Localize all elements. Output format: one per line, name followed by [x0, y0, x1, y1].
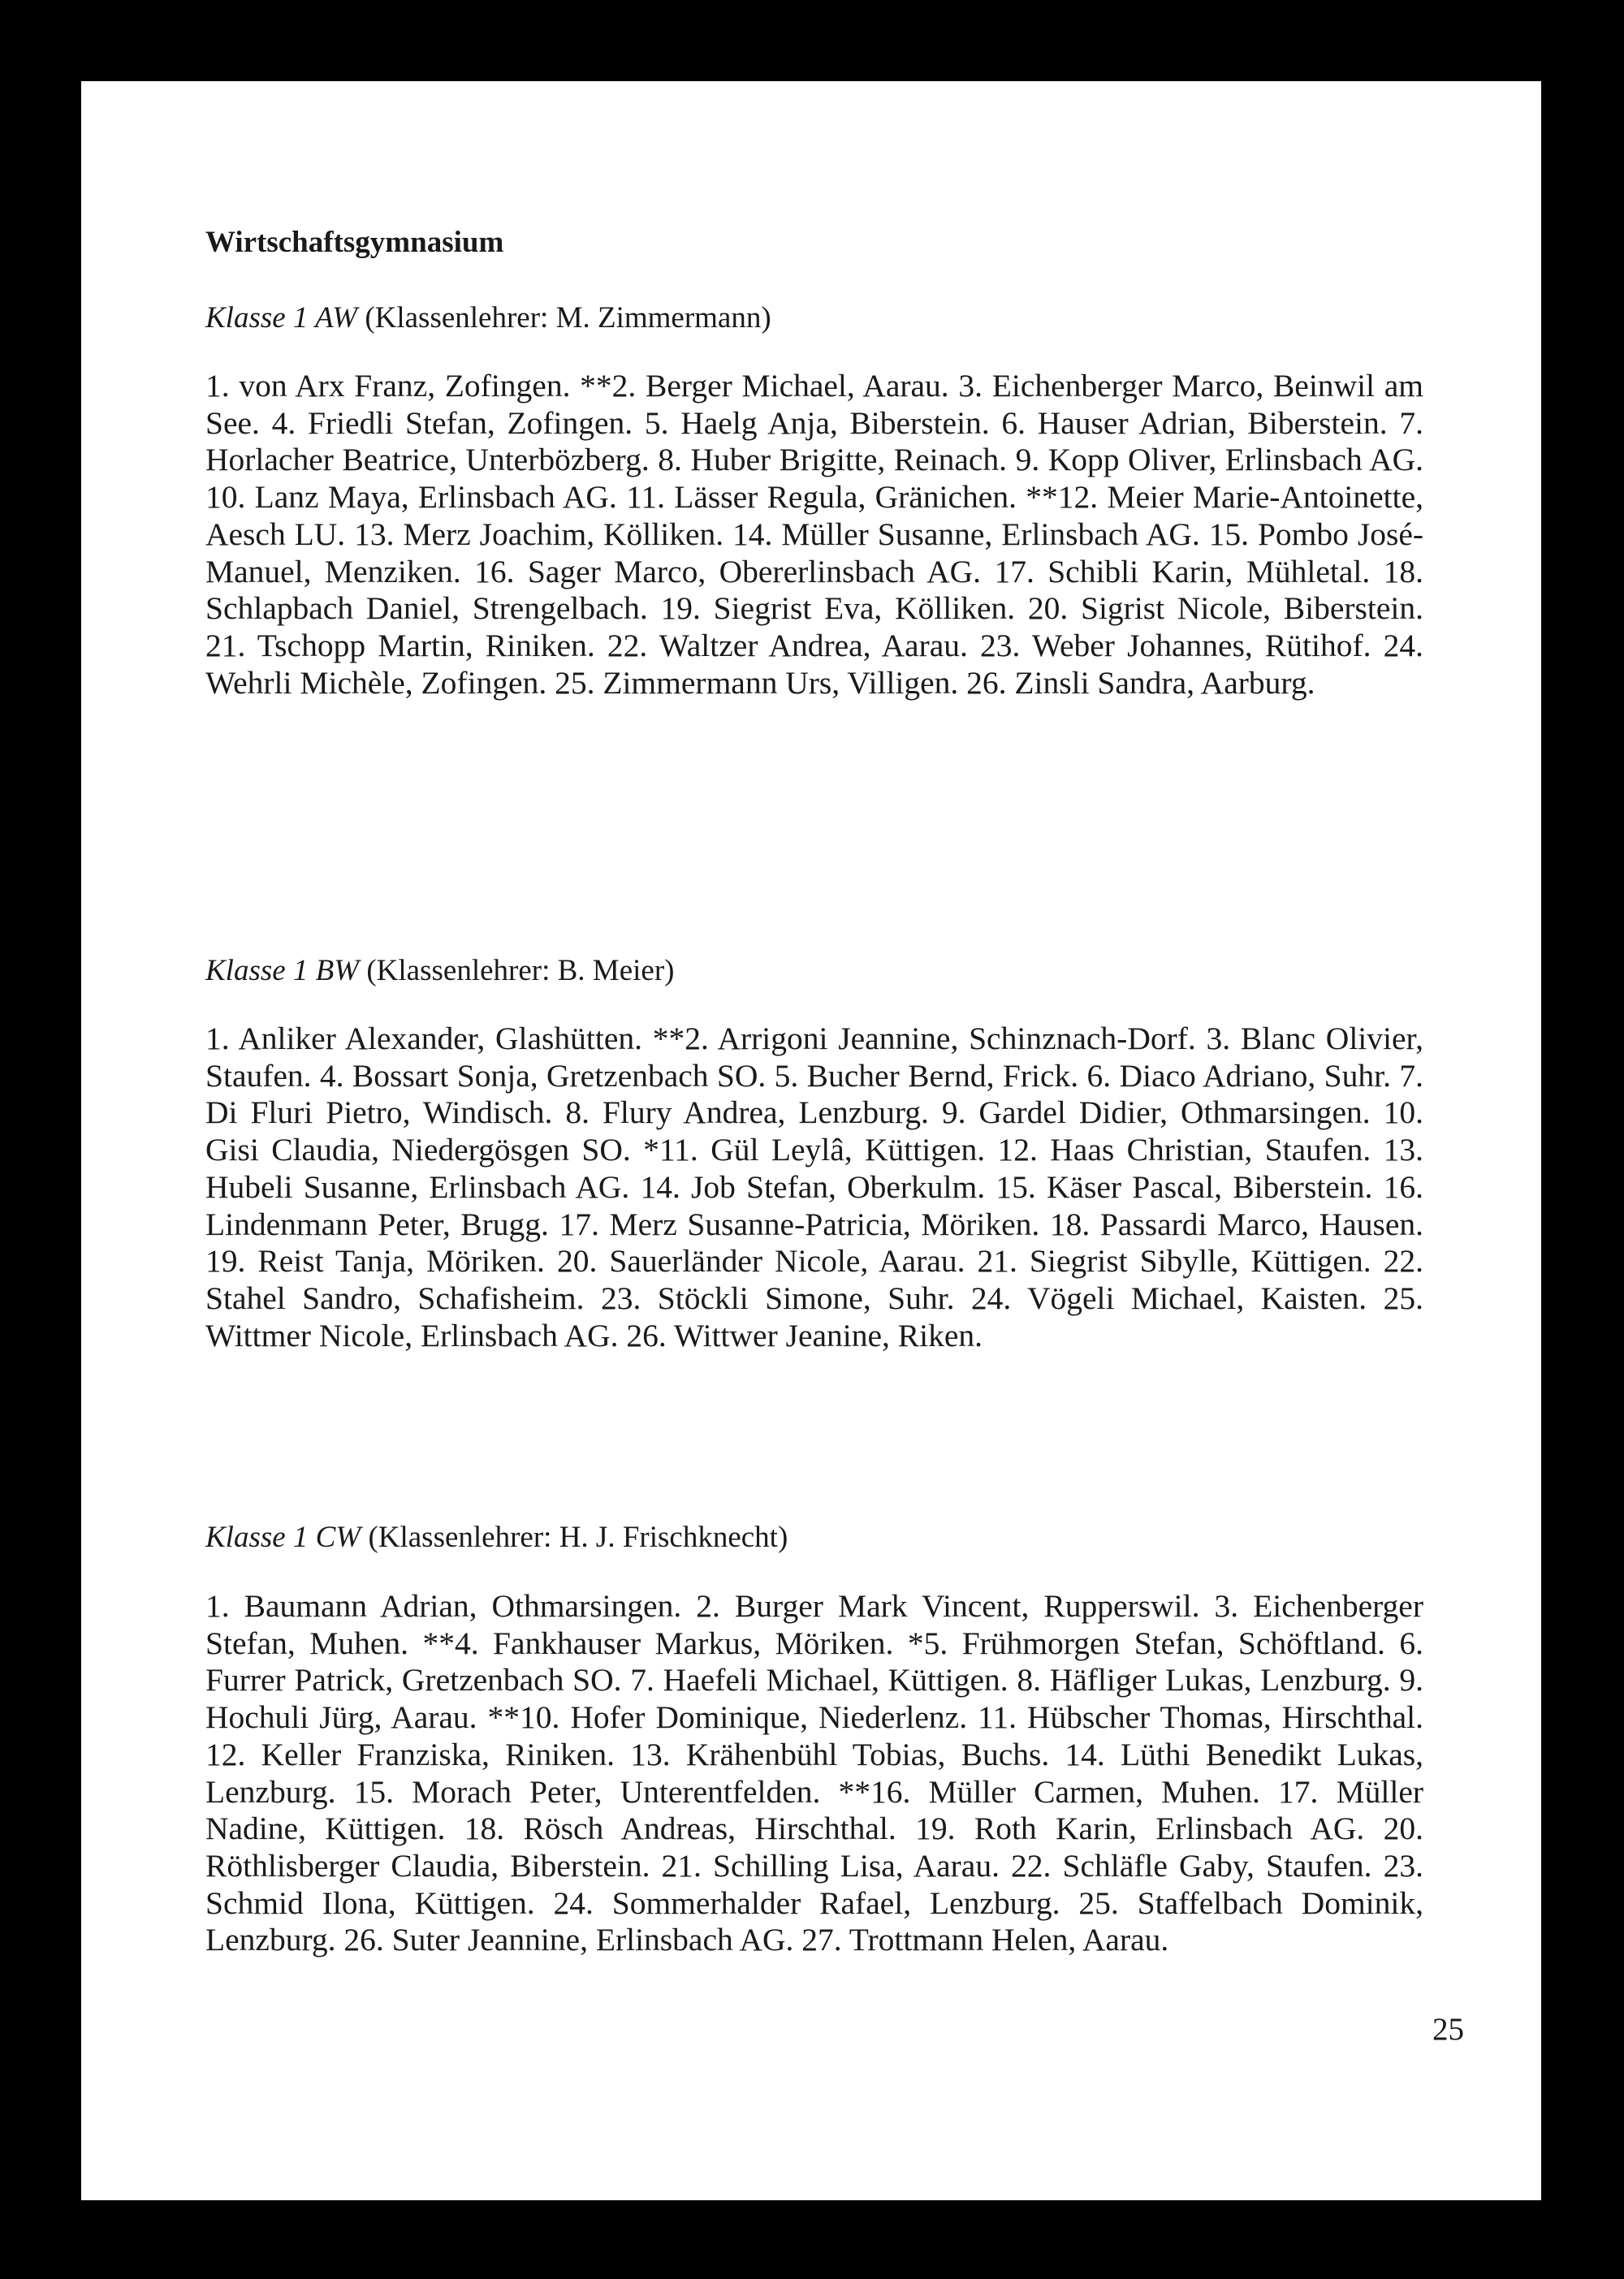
student-list-1bw: 1. Anliker Alexander, Glashütten. **2. Arrigoni Jeannine, Schinznach-Dorf. 3. Blanc Olivier, Staufen. 4. Bossart Sonja, Gretzenbach SO. 5. Bucher Bernd, Frick. 6. Diaco Adriano, Suhr. 7. Di Fluri Pietro, Windisch. 8. Flury Andrea, Lenzburg. 9. Gardel Didier, Othmarsingen. 10. Gisi Claudia, Niedergösgen SO. *11. Gül Leylâ, Küttigen. 12. Haas Christian, Staufen. 13. Hubeli Susanne, Erlinsbach AG. 14. Job Stefan, Oberkulm. 15. Käser Pascal, Biberstein. 16. Lindenmann Peter, Brugg. 17. Merz Susanne-Patricia, Möriken. 18. Passardi Marco, Hausen. 19. Reist Tanja, Möriken. 20. Sauerländer Nicole, Aarau. 21. Siegrist Sibylle, Küttigen. 22. Stahel Sandro, Schafisheim. 23. Stöckli Simone, Suhr. 24. Vögeli Michael, Kaisten. 25. Wittmer Nicole, Erlinsbach AG. 26. Wittwer Jeanine, Riken.	[205, 1021, 1423, 1353]
student-list-1cw: 1. Baumann Adrian, Othmarsingen. 2. Burger Mark Vincent, Rupperswil. 3. Eichenberger Stefan, Muhen. **4. Fankhauser Markus, Möriken. *5. Frühmorgen Stefan, Schöftland. 6. Furrer Patrick, Gretzenbach SO. 7. Haefeli Michael, Küttigen. 8. Häfliger Lukas, Lenzburg. 9. Hochuli Jürg, Aarau. **10. Hofer Dominique, Niederlenz. 11. Hübscher Thomas, Hirschthal. 12. Keller Franziska, Riniken. 13. Krähenbühl Tobias, Buchs. 14. Lüthi Benedikt Lukas, Lenzburg. 15. Morach Peter, Unterentfelden. **16. Müller Carmen, Muhen. 17. Müller Nadine, Küttigen. 18. Rösch Andreas, Hirschthal. 19. Roth Karin, Erlinsbach AG. 20. Röthlisberger Claudia, Biberstein. 21. Schilling Lisa, Aarau. 22. Schläfle Gaby, Staufen. 23. Schmid Ilona, Küttigen. 24. Sommerhalder Rafael, Lenzburg. 25. Staffelbach Dominik, Lenzburg. 26. Suter Jeannine, Erlinsbach AG. 27. Trottmann Helen, Aarau.	[205, 1588, 1423, 1958]
class-teacher: (Klassenlehrer: B. Meier)	[359, 954, 675, 987]
class-heading-1cw	[205, 1522, 788, 1552]
class-label: Klasse 1 AW	[205, 301, 358, 335]
class-teacher: (Klassenlehrer: H. J. Frischknecht)	[361, 1521, 788, 1554]
page-number: 25	[1432, 2012, 1464, 2047]
class-label: Klasse 1 BW	[205, 954, 360, 987]
class-heading-1aw	[205, 303, 771, 333]
class-teacher: (Klassenlehrer: M. Zimmermann)	[357, 301, 771, 335]
class-label: Klasse 1 CW	[205, 1521, 361, 1554]
document-page	[81, 81, 1541, 2200]
student-list-1aw: 1. von Arx Franz, Zofingen. **2. Berger Michael, Aarau. 3. Eichenberger Marco, Beinwil am See. 4. Friedli Stefan, Zofingen. 5. Haelg Anja, Biberstein. 6. Hauser Adrian, Biberstein. 7. Horlacher Beatrice, Unterbözberg. 8. Huber Brigitte, Reinach. 9. Kopp Oliver, Erlinsbach AG. 10. Lanz Maya, Erlinsbach AG. 11. Lässer Regula, Gränichen. **12. Meier Marie-Antoinette, Aesch LU. 13. Merz Joachim, Kölliken. 14. Müller Susanne, Erlinsbach AG. 15. Pombo José-Manuel, Menziken. 16. Sager Marco, Obererlinsbach AG. 17. Schibli Karin, Mühletal. 18. Schlapbach Daniel, Strengelbach. 19. Siegrist Eva, Kölliken. 20. Sigrist Nicole, Biberstein. 21. Tschopp Martin, Riniken. 22. Waltzer Andrea, Aarau. 23. Weber Johannes, Rütihof. 24. Wehrli Michèle, Zofingen. 25. Zimmermann Urs, Villigen. 26. Zinsli Sandra, Aarburg.	[205, 368, 1423, 701]
section-title: Wirtschaftsgymnasium	[205, 226, 504, 259]
class-heading-1bw	[205, 956, 674, 986]
